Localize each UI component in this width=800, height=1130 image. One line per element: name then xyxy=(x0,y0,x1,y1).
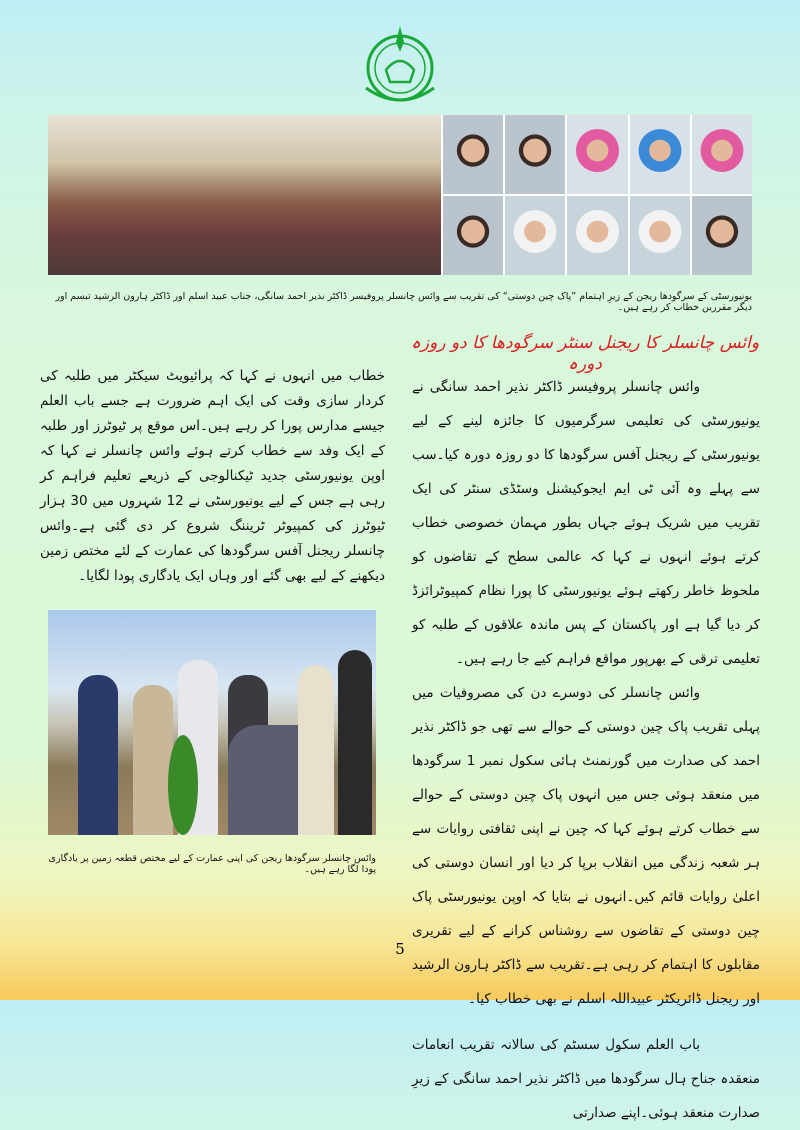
paragraph: وائس چانسلر پروفیسر ڈاکٹر نذیر احمد سانگی نے یونیورسٹی کی تعلیمی سرگرمیوں کا جائزہ لینے کے لیے یونیورسٹی کے ریجنل آفس سرگودھا کا دو روزہ دورہ کیا۔سب سے پہلے وہ آئی ٹی ایم ایجوکیشنل وسٹڈی سنٹر کی ایک تقریب میں شریک ہوئے جہاں بطور مہمان خصوصی خطاب کرتے ہوئے انہوں نے کہا کہ عالمی سطح کے تقاضوں کو ملحوظ خاطر رکھتے ہوئے یونیورسٹی کا پورا نظام کمپیوٹرائزڈ کر دیا گیا ہے اور پاکستان کے پس ماندہ علاقوں کے طلبہ کو تعلیمی ترقی کے بھرپور مواقع فراہم کیے جا رہے ہیں۔ xyxy=(412,379,760,667)
speaker-photo xyxy=(692,115,752,194)
speaker-photo xyxy=(443,115,503,194)
speaker-photo xyxy=(567,196,627,275)
left-column xyxy=(40,364,385,589)
event-photo-collage xyxy=(48,115,752,275)
speaker-photo xyxy=(630,115,690,194)
paragraph: وائس چانسلر کی دوسرے دن کی مصروفیات میں پہلی تقریب پاک چین دوستی کے حوالے سے تھی جو ڈاکٹر نذیر احمد کی صدارت میں گورنمنٹ ہائی سکول نمبر 1 سرگودھا میں منعقد ہوئی جس میں انہوں پاک چین دوستی کے حوالے سے خطاب کرتے ہوئے کہا کہ چین نے اپنی ثقافتی روایات سے ہر شعبہ زندگی میں انقلاب برپا کر دیا اور انسان دوستی کی اعلیٰ روایات قائم کیں۔انہوں نے بتایا کہ اوپن یونیورسٹی پاک چین دوستی کے تقاضوں سے روشناس کرانے کے لیے تقریری مقابلوں کا اہتمام کر رہی ہے۔تقریب سے ڈاکٹر ہارون الرشید اور ریجنل ڈائریکٹر عبیداللہ اسلم نے بھی خطاب کیا۔ xyxy=(412,685,760,1007)
photo-caption: وائس چانسلر سرگودھا ریجن کی اپنی عمارت کے لیے مختص قطعہ زمین پر یادگاری پودا لگا رہے ہیں۔ xyxy=(48,853,376,875)
seminar-hall-photo xyxy=(48,115,441,275)
speaker-photo xyxy=(630,196,690,275)
speaker-photo xyxy=(567,115,627,194)
page-number: 5 xyxy=(395,940,405,958)
speakers-photo-grid xyxy=(443,115,752,275)
right-column xyxy=(412,370,760,1130)
university-logo-icon xyxy=(352,22,448,104)
paragraph: خطاب میں انہوں نے کہا کہ پرائیویٹ سیکٹر میں طلبہ کی کردار سازی وقت کی ایک اہم ضرورت ہے جسے باب العلم جیسے مدارس پورا کر رہے ہیں۔اس موقع پر ٹیوٹرز اور طلبہ کے ایک وفد سے خطاب کرتے ہوئے وائس چانسلر نے کہا کہ اوپن یونیورسٹی جدید ٹیکنالوجی کے ذریعے تعلیم فراہم کر رہی ہے جس کے لیے یونیورسٹی نے 12 شہروں میں 30 ہزار ٹیوٹرز کی کمپیوٹر ٹریننگ شروع کر دی گئی ہے۔وائس چانسلر ریجنل آفس سرگودھا کی عمارت کے لئے مختص زمین دیکھنے کے لیے بھی گئے اور وہاں ایک یادگاری پودا لگایا۔ xyxy=(40,368,386,584)
speaker-photo xyxy=(505,115,565,194)
top-photo-caption: یونیورسٹی کے سرگودھا ریجن کے زیرِ اہتمام ”پاک چین دوستی“ کی تقریب سے وائس چانسلر پروفیسر ڈاکٹر نذیر احمد سانگی، جناب عبید اسلم اور ڈاکٹر ہارون الرشید تبسم اور دیگر مقررین خطاب کر رہے ہیں۔ xyxy=(55,291,752,313)
paragraph: باب العلم سکول سسٹم کی سالانہ تقریب انعامات منعقدہ جناح ہال سرگودھا میں ڈاکٹر نذیر احمد سانگی کے زیرِ صدارت منعقد ہوئی۔اپنے صدارتی xyxy=(412,1037,760,1121)
speaker-photo xyxy=(443,196,503,275)
speaker-photo xyxy=(692,196,752,275)
article-title: وائس چانسلر کا ریجنل سنٹر سرگودھا کا دو روزہ دورہ xyxy=(410,333,760,374)
tree-planting-photo xyxy=(48,610,376,835)
speaker-photo xyxy=(505,196,565,275)
